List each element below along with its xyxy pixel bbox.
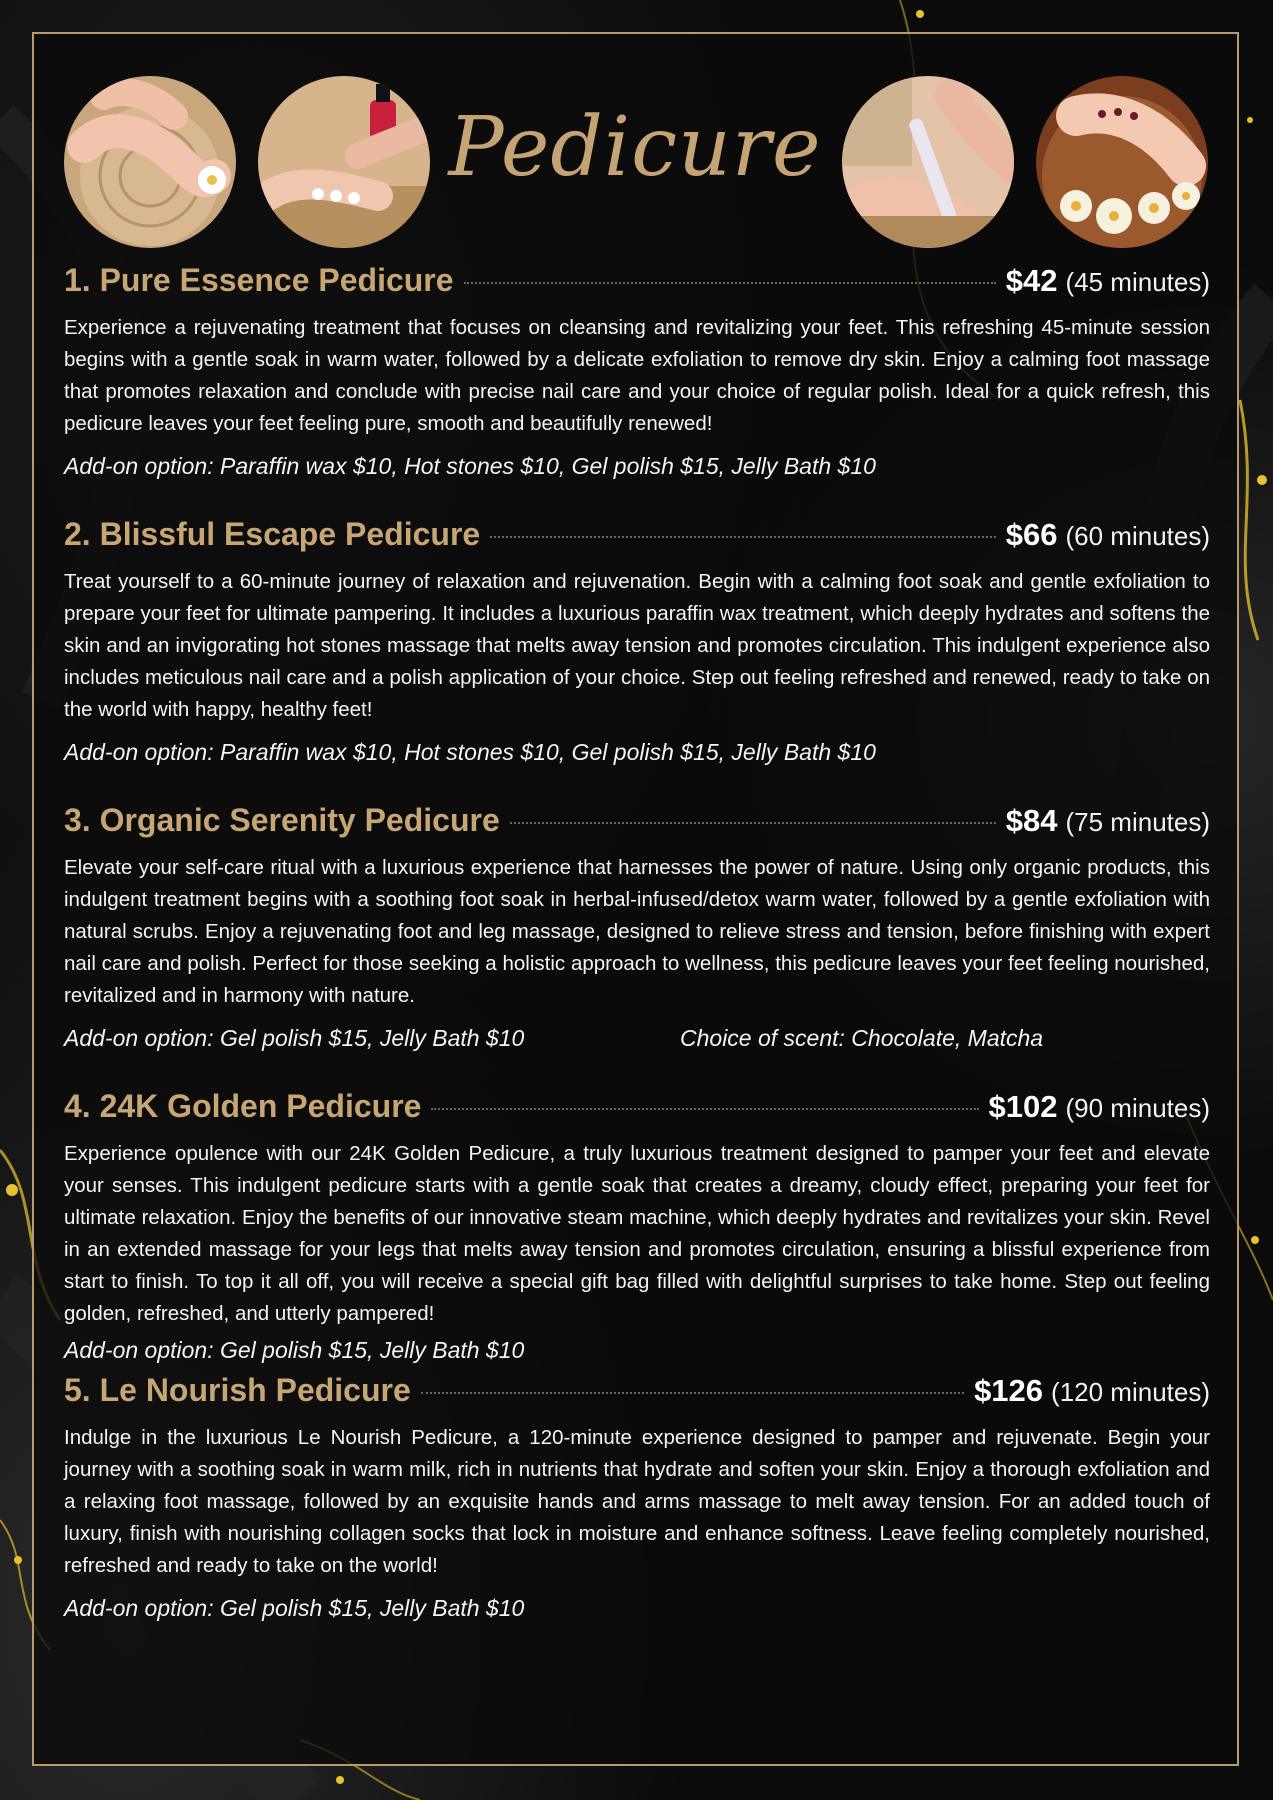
dotted-leader (490, 536, 996, 538)
feet-on-wood-photo-icon (64, 76, 236, 248)
addon-options: Add-on option: Gel polish $15, Jelly Bath $10 (64, 1025, 525, 1051)
service-price: $42 (1005, 263, 1058, 298)
service-header (64, 262, 1210, 306)
addon-row (64, 1334, 1210, 1366)
dotted-leader (431, 1108, 978, 1110)
service-price: $126 (974, 1373, 1044, 1408)
service-price: $102 (988, 1089, 1058, 1124)
service-duration: (90 minutes) (1065, 1093, 1210, 1123)
service-header (64, 802, 1210, 846)
service-list (64, 262, 1210, 1658)
dotted-leader (464, 282, 996, 284)
photo-feet-in-flower-bowl (1036, 76, 1208, 248)
addon-row (64, 736, 1210, 768)
photo-nail-filing (842, 76, 1014, 248)
nail-filing-photo-icon (842, 76, 1014, 248)
service-item (64, 1088, 1210, 1366)
service-description: Elevate your self-care ritual with a luxurious experience that harnesses the power of nature. Using only organic products, this indulgent treatment begins with a soothing foot soak in herbal-infused/detox warm water, followed by a gentle exfoliation with natural scrubs. Enjoy a rejuvenating foot and leg massage, designed to relieve stress and tension, before finishing with expert nail care and polish. Perfect for those seeking a holistic approach to wellness, this pedicure leaves your feet feeling nourished, revitalized and in harmony with nature. (64, 856, 1210, 1007)
service-duration: (60 minutes) (1065, 521, 1210, 551)
service-description: Experience opulence with our 24K Golden Pedicure, a truly luxurious treatment designed to pamper your feet and elevate your senses. This indulgent pedicure starts with a gentle soak that creates a dreamy, cloudy effect, preparing your feet for ultimate relaxation. Enjoy the benefits of our innovative steam machine, which deeply hydrates and revitalizes your skin. Revel in an extended massage for your legs that melts away tension and promotes circulation, ensuring a blissful experience from start to finish. To top it all off, you will receive a special gift bag filled with delightful surprises to take home. Step out feeling golden, refreshed, and utterly pampered! (64, 1142, 1210, 1325)
addon-options: Add-on option: Paraffin wax $10, Hot stones $10, Gel polish $15, Jelly Bath $10 (64, 739, 876, 765)
feet-in-flower-bowl-photo-icon (1036, 76, 1208, 248)
service-item (64, 516, 1210, 768)
addon-options: Add-on option: Paraffin wax $10, Hot stones $10, Gel polish $15, Jelly Bath $10 (64, 453, 876, 479)
addon-row (64, 450, 1210, 482)
service-duration: (75 minutes) (1065, 807, 1210, 837)
service-duration: (120 minutes) (1051, 1377, 1210, 1407)
photo-toenail-painting (258, 76, 430, 248)
service-price: $66 (1005, 517, 1058, 552)
service-item (64, 802, 1210, 1054)
dotted-leader (510, 822, 996, 824)
addon-row (64, 1022, 1210, 1054)
service-name: 3. Organic Serenity Pedicure (64, 802, 500, 838)
service-name: 5. Le Nourish Pedicure (64, 1372, 411, 1408)
service-header (64, 1088, 1210, 1132)
service-name: 1. Pure Essence Pedicure (64, 262, 454, 298)
service-item (64, 262, 1210, 482)
service-price: $84 (1005, 803, 1058, 838)
toenail-painting-photo-icon (258, 76, 430, 248)
service-item (64, 1372, 1210, 1624)
photo-feet-on-wood (64, 76, 236, 248)
addon-options: Add-on option: Gel polish $15, Jelly Bath $10 (64, 1595, 525, 1621)
addon-row (64, 1592, 1210, 1624)
service-description: Treat yourself to a 60-minute journey of relaxation and rejuvenation. Begin with a calming foot soak and gentle exfoliation to prepare your feet for ultimate pampering. It includes a luxurious paraffin wax treatment, which deeply hydrates and softens the skin and an invigorating hot stones massage that melts away tension and promotes circulation. This indulgent experience also includes meticulous nail care and a polish application of your choice. Step out feeling refreshed and renewed, ready to take on the world with happy, healthy feet! (64, 570, 1210, 721)
service-header (64, 516, 1210, 560)
service-name: 2. Blissful Escape Pedicure (64, 516, 481, 552)
service-description: Experience a rejuvenating treatment that focuses on cleansing and revitalizing your feet. This refreshing 45-minute session begins with a gentle soak in warm water, followed by a delicate exfoliation to remove dry skin. Enjoy a calming foot massage that promotes relaxation and conclude with precise nail care and your choice of regular polish. Ideal for a quick refresh, this pedicure leaves your feet feeling pure, smooth and beautifully renewed! (64, 316, 1210, 435)
dotted-leader (421, 1392, 964, 1394)
service-name: 4. 24K Golden Pedicure (64, 1088, 422, 1124)
addon-options: Add-on option: Gel polish $15, Jelly Bath $10 (64, 1337, 525, 1363)
service-description: Indulge in the luxurious Le Nourish Pedicure, a 120-minute experience designed to pamper and rejuvenate. Begin your journey with a soothing soak in warm milk, rich in nutrients that hydrate and soften your skin. Enjoy a thorough exfoliation and a relaxing foot massage, followed by an exquisite hands and arms massage to melt away tension. For an added touch of luxury, finish with nourishing collagen socks that lock in moisture and enhance softness. Leave feeling completely nourished, refreshed and ready to take on the world! (64, 1426, 1210, 1577)
service-duration: (45 minutes) (1065, 267, 1210, 297)
page-title: Pedicure (448, 100, 822, 195)
service-header (64, 1372, 1210, 1416)
scent-options: Choice of scent: Chocolate, Matcha (680, 1025, 1044, 1051)
